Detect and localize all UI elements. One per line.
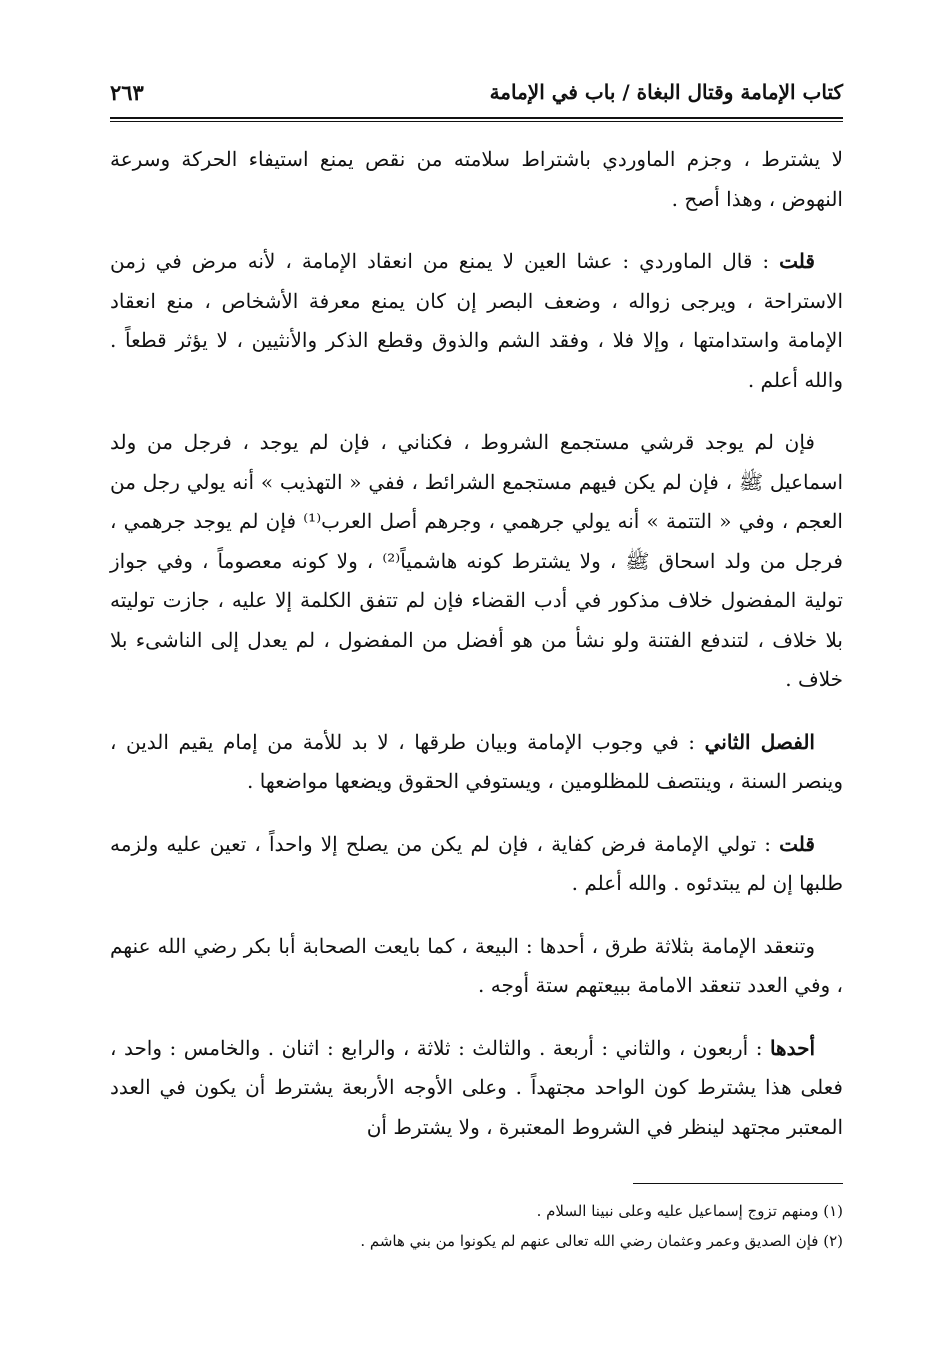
- page-number: ٢٦٣: [110, 79, 144, 105]
- paragraph: وتنعقد الإمامة بثلاثة طرق ، أحدها : البيعة ، كما بايعت الصحابة أبا بكر رضي الله عنهم ، وفي العدد تنعقد الامامة ببيعتهم ستة أوجه .: [110, 933, 843, 997]
- footnotes: [110, 1196, 843, 1256]
- footnote-separator: [633, 1183, 843, 1184]
- paragraph-lead: قلت: [779, 831, 815, 856]
- footnote: (١) ومنهم تزوج إسماعيل عليه وعلى نبينا السلام .: [536, 1202, 843, 1220]
- paragraph-lead: أحدها: [769, 1035, 815, 1060]
- paragraph: أحدها : أربعون ، والثاني : أربعة . والثالث : ثلاثة ، والرابع : اثنان . والخامس : واحد ، فعلى هذا يشترط كون الواحد مجتهداً . وعلى الأوجه الأربعة يشترط أن يكون في العدد المعتبر مجتهد لينظر في الشروط المعتبرة ، ولا يشترط أن: [110, 1035, 843, 1139]
- paragraph: الفصل الثاني : في وجوب الإمامة وبيان طرقها ، لا بد للأمة من إمام يقيم الدين ، وينصر السنة ، وينتصف للمظلومين ، ويستوفي الحقوق ويضعها مواضعها .: [110, 729, 843, 793]
- section-heading: الفصل الثاني: [704, 729, 815, 754]
- paragraph: فإن لم يوجد قرشي مستجمع الشروط ، فكناني ، فإن لم يوجد ، فرجل من ولد اسماعيل ﷺ ، فإن لم يكن فيهم مستجمع الشرائط ، ففي « التهذيب » أنه يولي رجل من العجم ، وفي « التتمة » أنه يولي جرهمي ، وجرهم أصل العرب⁽¹⁾ فإن لم يوجد جرهمي ، فرجل من ولد اسحاق ﷺ ، ولا يشترط كونه هاشمياً⁽²⁾ ، ولا كونه معصوماً ، وفي جواز تولية المفضول خلاف مذكور في أدب القضاء فإن لم تتفق الكلمة إلا عليه ، جازت توليته بلا خلاف ، لتندفع الفتنة ولو نشأ من هو أفضل من المفضول ، لم يعدل إلى الناشىء بلا خلاف .: [110, 430, 843, 691]
- header-rule: [110, 117, 843, 122]
- paragraph: لا يشترط ، وجزم الماوردي باشتراط سلامته من نقص يمنع استيفاء الحركة وسرعة النهوض ، وهذا أصح .: [110, 147, 843, 211]
- footnote: (٢) فإن الصديق وعمر وعثمان رضي الله تعالى عنهم لم يكونوا من بني هاشم .: [360, 1232, 843, 1250]
- paragraph: قلت : تولي الإمامة فرض كفاية ، فإن لم يكن من يصلح إلا واحداً ، تعين عليه ولزمه طلبها إن لم يبتدئوه . والله أعلم .: [110, 831, 843, 895]
- page-header: [110, 72, 843, 112]
- paragraph: قلت : قال الماوردي : عشا العين لا يمنع من انعقاد الإمامة ، لأنه مرض في زمن الاستراحة ، ويرجى زواله ، وضعف البصر إن كان يمنع معرفة الأشخاص ، منع انعقاد الإمامة واستدامتها ، وإلا فلا ، وفقد الشم والذوق وقطع الذكر والأنثيين ، لا يؤثر قطعاً . والله أعلم .: [110, 249, 843, 392]
- running-title: كتاب الإمامة وقتال البغاة / باب في الإمامة: [489, 80, 843, 104]
- paragraph-lead: قلت: [779, 249, 815, 273]
- main-text: [110, 140, 843, 1170]
